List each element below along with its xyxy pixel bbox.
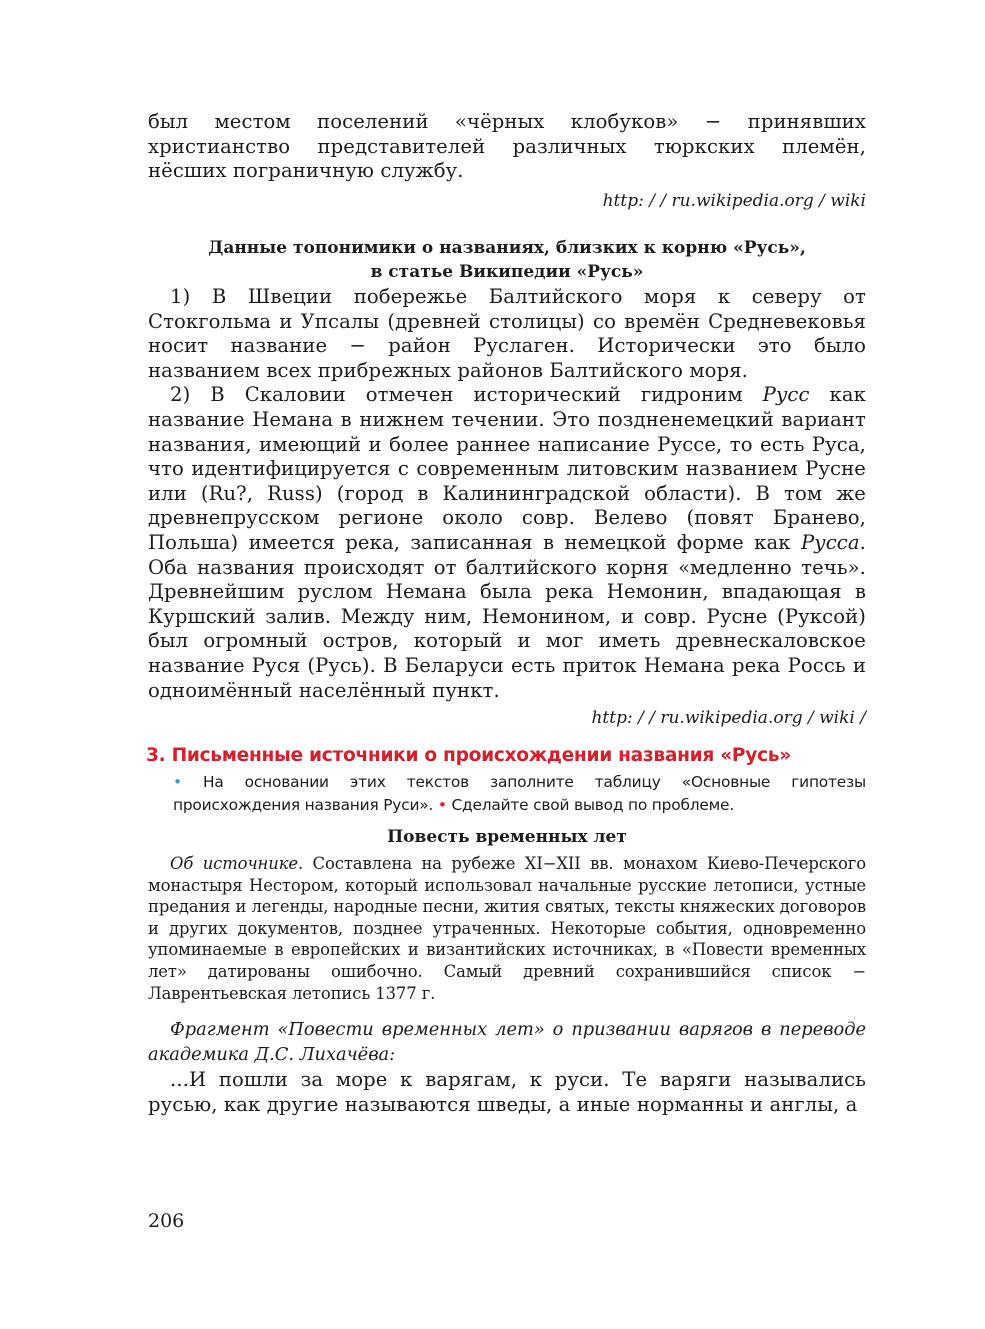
task-text-1: На основании этих текстов заполните таблицу «Основные гипотезы происхождения названия Руси». xyxy=(173,773,866,814)
toponymy-heading-line-2: в статье Википедии «Русь» xyxy=(370,262,644,282)
item-2-hydronym-russ: Русс xyxy=(762,383,810,407)
about-source-paragraph xyxy=(148,853,866,1004)
chronicle-heading: Повесть временных лет xyxy=(387,827,627,848)
toponymy-item-1: 1) В Швеции побережье Балтийского моря к северу от Стокгольма и Упсалы (древней столицы) со времён Средневековья носит название − район Руслаген. Исторически это было названием всех прибрежных районов Балтийского моря. xyxy=(148,285,866,382)
task-instructions xyxy=(173,771,866,816)
blue-bullet-icon: • xyxy=(173,773,182,792)
item-2-text-c: . Оба названия происходят от балтийского корня «медленно течь». Древнейшим руслом Немана была река Немонин, впадающая в Куршский залив. Между ним, Немонином, и совр. Русне (Руксой) был огромный остров, который и мог иметь древнескаловское название Руся (Русь). В Беларуси есть приток Немана река Россь и одноимённый населённый пункт. xyxy=(148,530,866,702)
toponymy-heading-line-1: Данные топонимики о названиях, близких к корню «Русь», xyxy=(208,238,806,258)
about-source-text: . Составлена на рубеже XI−XII вв. монахом Киево-Печерского монастыря Нестором, который использовал начальные русские летописи, устные предания и легенды, народные песни, жития святых, тексты княжеских договоров и других документов, позднее утраченных. Некоторые события, одновременно упоминаемые в европейских и византийских источниках, в «Повести временных лет» датированы ошибочно. Самый древний сохранившийся список − Лаврентьевская летопись 1377 г. xyxy=(148,854,866,1003)
section-title: 3. Письменные источники о происхождении названия «Русь» xyxy=(146,745,791,767)
item-2-text-a: 2) В Скаловии отмечен исторический гидроним xyxy=(170,383,763,407)
fragment-intro: Фрагмент «Повести временных лет» о призвании варягов в переводе академика Д.С. Лихачёва: xyxy=(148,1019,866,1065)
about-source-label: Об источнике xyxy=(170,854,298,874)
fragment-text: ...И пошли за море к варягам, к руси. Те варяги назывались русью, как другие называются шведы, а иные норманны и англы, а xyxy=(148,1068,866,1116)
source-citation-1: http: / / ru.wikipedia.org / wiki xyxy=(602,191,866,211)
task-text-2: Сделайте свой вывод по проблеме. xyxy=(451,795,735,814)
source-citation-2: http: / / ru.wikipedia.org / wiki / xyxy=(591,708,866,729)
red-bullet-icon: • xyxy=(437,795,447,814)
top-paragraph: был местом поселений «чёрных клобуков» − принявших христианство представителей различных тюркских племён, нёсших пограничную службу. xyxy=(148,110,866,183)
item-2-text-b: как название Немана в нижнем течении. Это поздненемецкий вариант названия, имеющий и более раннее написание Руссе, то есть Руса, что идентифицируется с современным литовским названием Русне или (Ru?, Russ) (город в Калининградской области). В том же древнепрусском регионе около совр. Велево (повят Бранево, Польша) имеется река, записанная в немецкой форме как xyxy=(148,383,866,554)
item-2-hydronym-russa: Русса xyxy=(800,530,860,554)
toponymy-heading xyxy=(148,236,866,284)
toponymy-item-2 xyxy=(148,383,866,703)
page-content xyxy=(148,110,866,1117)
page-number: 206 xyxy=(148,1210,185,1232)
